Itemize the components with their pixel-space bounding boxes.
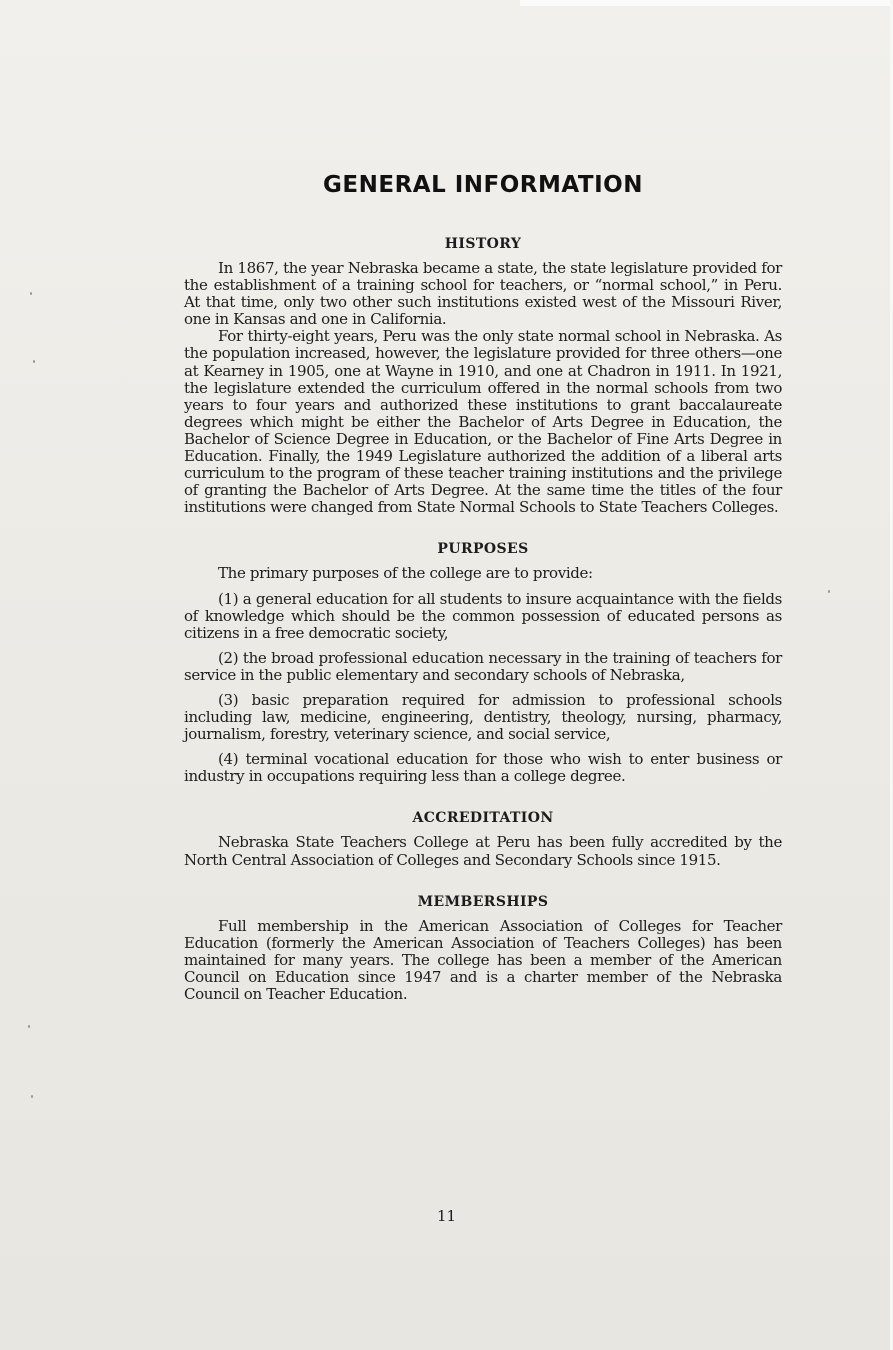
paragraph: (3) basic preparation required for admission to professional schools including law, medicine, engineering, dentistry, theology, nursing, pharmacy, journalism, forestry, veterinary science, and social service,	[184, 690, 782, 744]
page-number: 11	[436, 1207, 457, 1225]
paragraph: Nebraska State Teachers College at Peru has been fully accredited by the North Central Association of Colleges and Secondary Schools since 1915.	[184, 833, 782, 869]
section-purposes	[184, 541, 782, 785]
section-heading: MEMBERSHIPS	[417, 893, 549, 910]
paragraph: For thirty-eight years, Peru was the only state normal school in Nebraska. As the population increased, however, the legislature provided for three others—one at Kearney in 1905, one at Wayne in 1910, and one at Chadron in 1911. In 1921, the legislature extended the curriculum offered in the normal schools from two years to four years and authorized these institutions to grant baccalaureate degrees which might be either the Bachelor of Arts Degree in Education, the Bachelor of Science Degree in Education, or the Bachelor of Fine Arts Degree in Education. Finally, the 1949 Legislature authorized the addition of a liberal arts curriculum to the program of these teacher training institutions and the privilege of granting the Bachelor of Arts Degree. At the same time the titles of the four institutions were changed from State Normal Schools to State Teachers Colleges.	[184, 327, 782, 517]
paragraph: (1) a general education for all students to insure acquaintance with the fields of knowledge which should be the common possession of educated persons as citizens in a free democratic society,	[184, 589, 782, 642]
section-accreditation	[184, 810, 782, 868]
scan-speck	[828, 590, 830, 593]
section-heading: HISTORY	[444, 236, 522, 252]
scan-speck	[28, 1025, 30, 1028]
scan-speck	[33, 360, 35, 363]
scan-speck	[30, 292, 32, 295]
section-heading: PURPOSES	[437, 541, 529, 558]
page-title: GENERAL INFORMATION	[323, 172, 643, 198]
section-memberships	[184, 894, 782, 1003]
paragraph: Full membership in the American Association of Colleges for Teacher Education (formerly the American Association of Teachers Colleges) has been maintained for many years. The college has been a member of the American Council on Education since 1947 and is a charter member of the Nebraska Council on Teacher Education.	[184, 916, 782, 1003]
paragraph: (4) terminal vocational education for those who wish to enter business or industry in occupations requiring less than a college degree.	[184, 750, 782, 786]
page-edge-top	[520, 0, 893, 6]
section-history	[184, 236, 782, 516]
section-heading: ACCREDITATION	[412, 810, 554, 827]
page-content	[184, 172, 782, 1028]
paragraph: The primary purposes of the college are to provide:	[218, 564, 593, 583]
paragraph: (2) the broad professional education necessary in the training of teachers for service in the public elementary and secondary schools of Nebraska,	[184, 648, 782, 684]
paragraph: In 1867, the year Nebraska became a state, the state legislature provided for the establishment of a training school for teachers, or “normal school,” in Peru. At that time, only two other such institutions existed west of the Missouri River, one in Kansas and one in California.	[184, 259, 782, 329]
scan-speck	[31, 1095, 33, 1098]
